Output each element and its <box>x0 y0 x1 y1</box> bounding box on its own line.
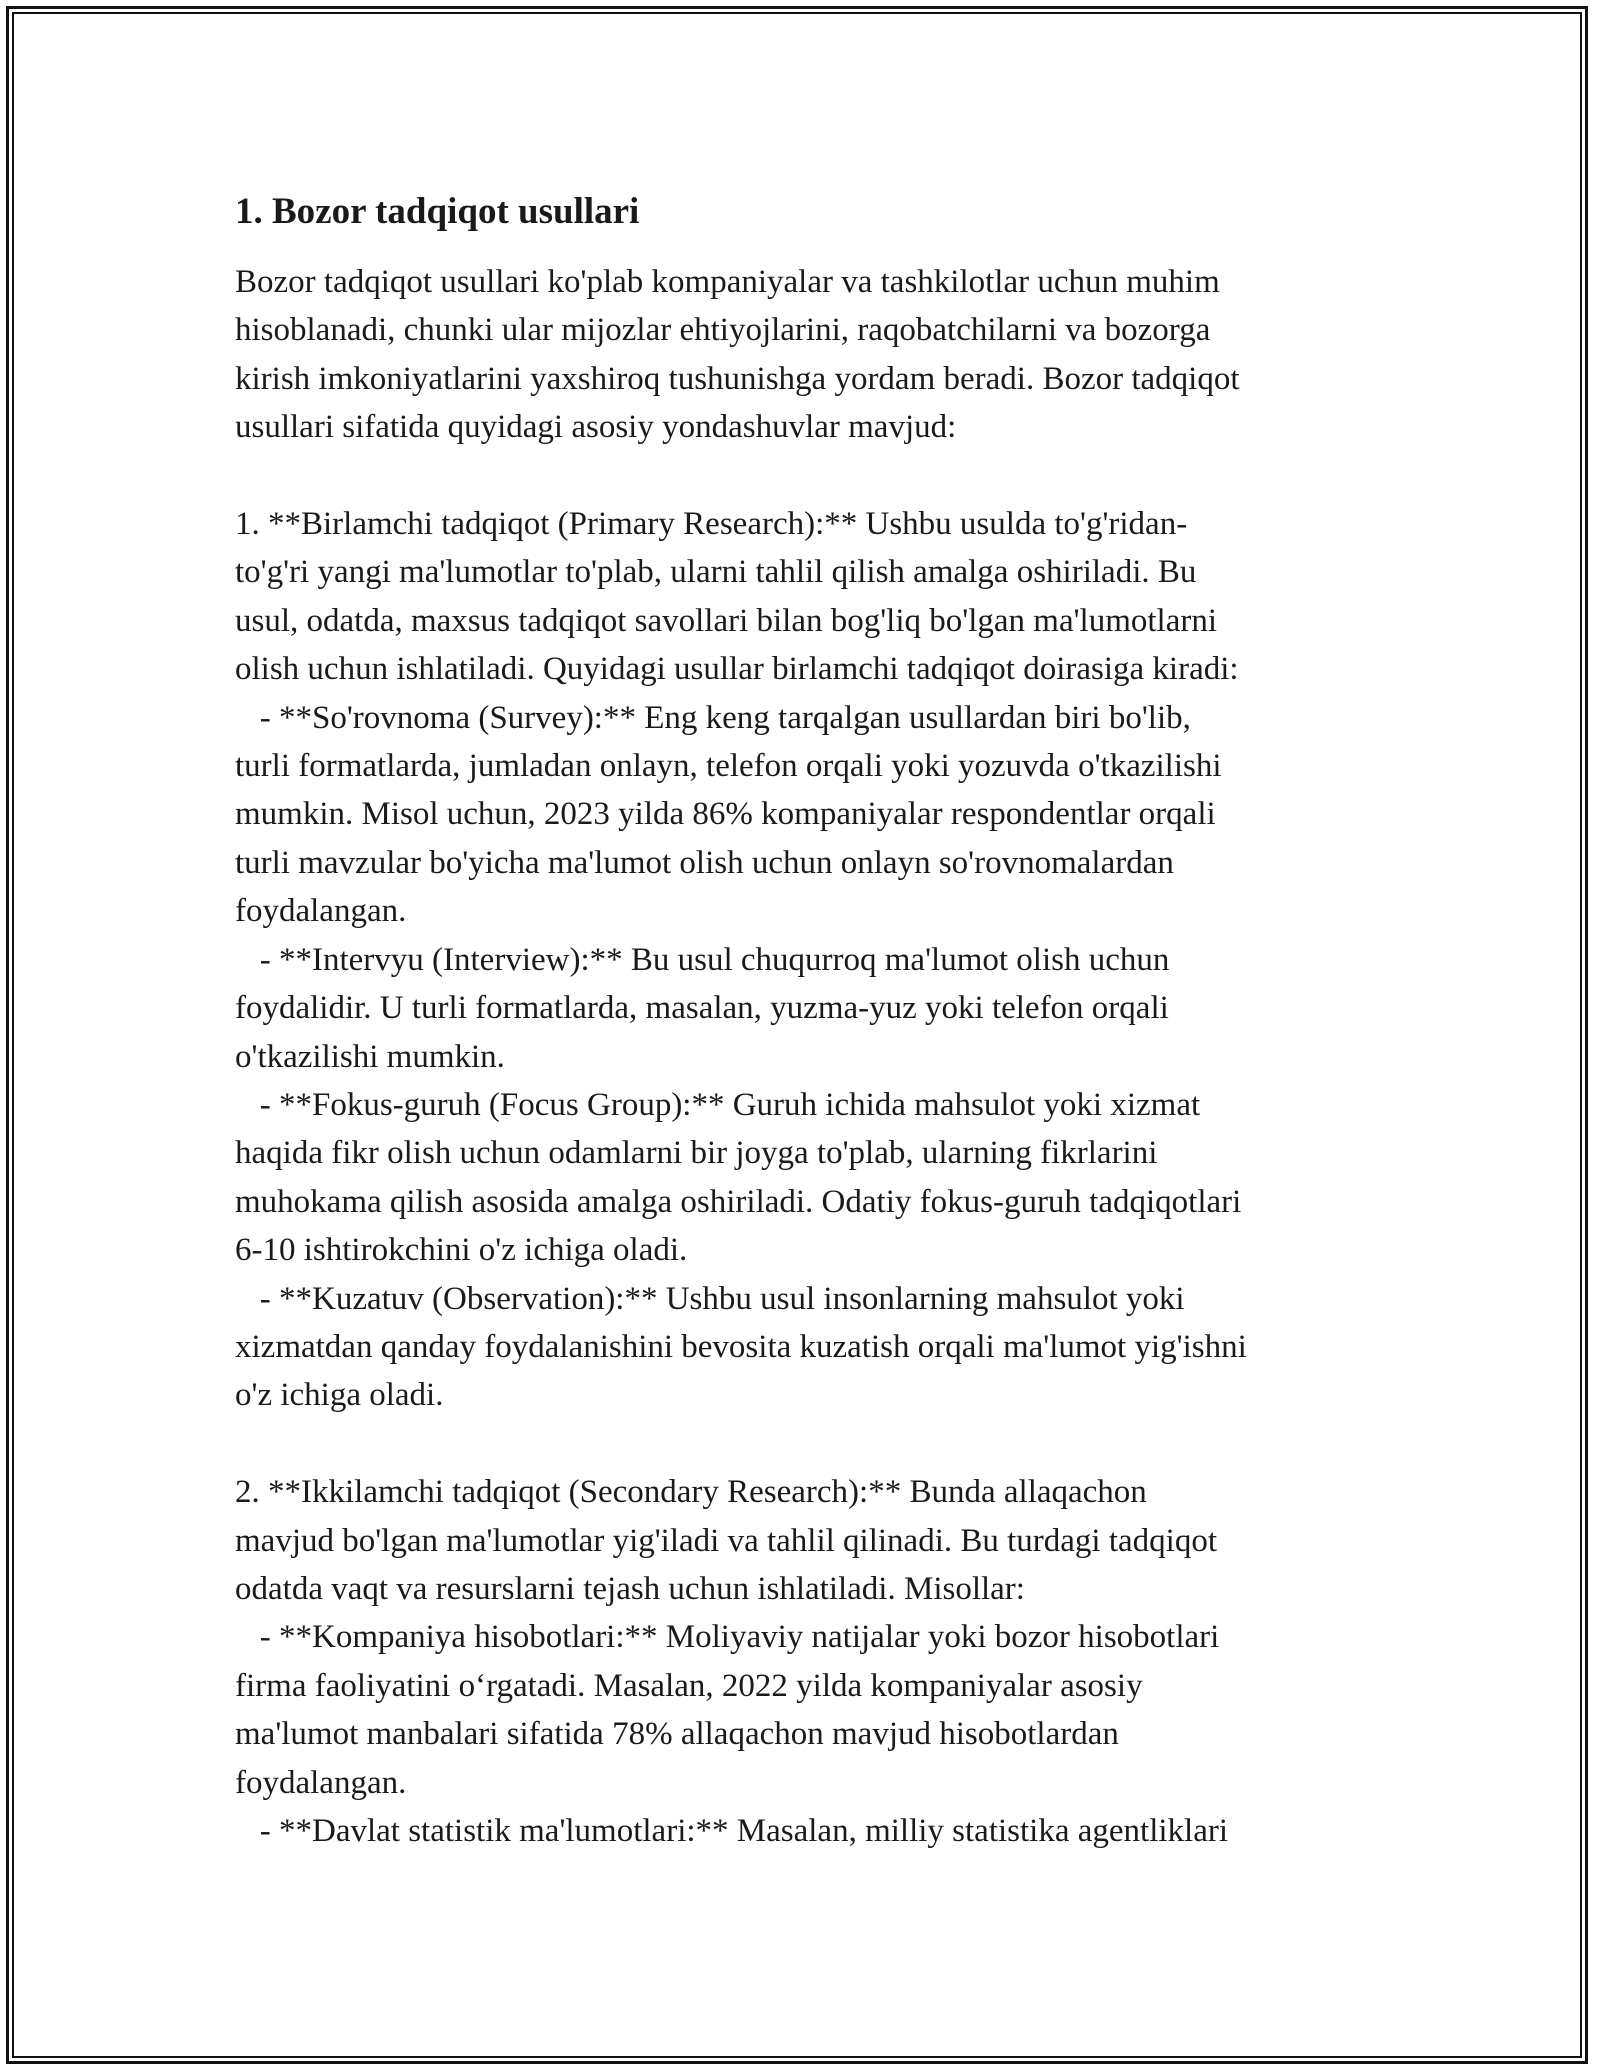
body-text: Bozor tadqiqot usullari ko'plab kompaniyalar va tashkilotlar uchun muhim hisoblanadi, chunki ular mijozlar ehtiyojlarini, raqobatchilarni va bozorga kirish imkoniyatlarini yaxshiroq tushunishga yordam beradi. Bozor tadqiqot usullari sifatida quyidagi asosiy yondashuvlar mavjud: 1. **Birlamchi tadqiqot (Primary Research):** Ushbu usulda to'g'ridan- to'g'ri yangi ma'lumotlar to'plab, ularni tahlil qilish amalga oshiriladi. Bu usul, odatda, maxsus tadqiqot savollari bilan bog'liq bo'lgan ma'lumotlarni olish uchun ishlatiladi. Quyidagi usullar birlamchi tadqiqot doirasiga kiradi: - **So'rovnoma (Survey):** Eng keng tarqalgan usullardan biri bo'lib, turli formatlarda, jumladan onlayn, telefon orqali yoki yozuvda o'tkazilishi mumkin. Misol uchun, 2023 yilda 86% kompaniyalar respondentlar orqali turli mavzular bo'yicha ma'lumot olish uchun onlayn so'rovnomalardan foydalangan. - **Intervyu (Interview):** Bu usul chuqurroq ma'lumot olish uchun foydalidir. U turli formatlarda, masalan, yuzma-yuz yoki telefon orqali o'tkazilishi mumkin. - **Fokus-guruh (Focus Group):** Guruh ichida mahsulot yoki xizmat haqida fikr olish uchun odamlarni bir joyga to'plab, ularning fikrlarini muhokama qilish asosida amalga oshiriladi. Odatiy fokus-guruh tadqiqotlari 6-10 ishtirokchini o'z ichiga oladi. - **Kuzatuv (Observation):** Ushbu usul insonlarning mahsulot yoki xizmatdan qanday foydalanishini bevosita kuzatish orqali ma'lumot yig'ishni o'z ichiga oladi. 2. **Ikkilamchi tadqiqot (Secondary Research):** Bunda allaqachon mavjud bo'lgan ma'lumotlar yig'iladi va tahlil qilinadi. Bu turdagi tadqiqot odatda vaqt va resurslarni tejash uchun ishlatiladi. Misollar: - **Kompaniya hisobotlari:** Moliyaviy natijalar yoki bozor hisobotlari firma faoliyatini oʻrgatadi. Masalan, 2022 yilda kompaniyalar asosiy ma'lumot manbalari sifatida 78% allaqachon mavjud hisobotlardan foydalangan. - **Davlat statistik ma'lumotlari:** Masalan, milliy statistika agentliklari <box>235 264 1247 1849</box>
document-page <box>235 188 1375 1855</box>
section-heading: 1. Bozor tadqiqot usullari <box>235 191 640 232</box>
